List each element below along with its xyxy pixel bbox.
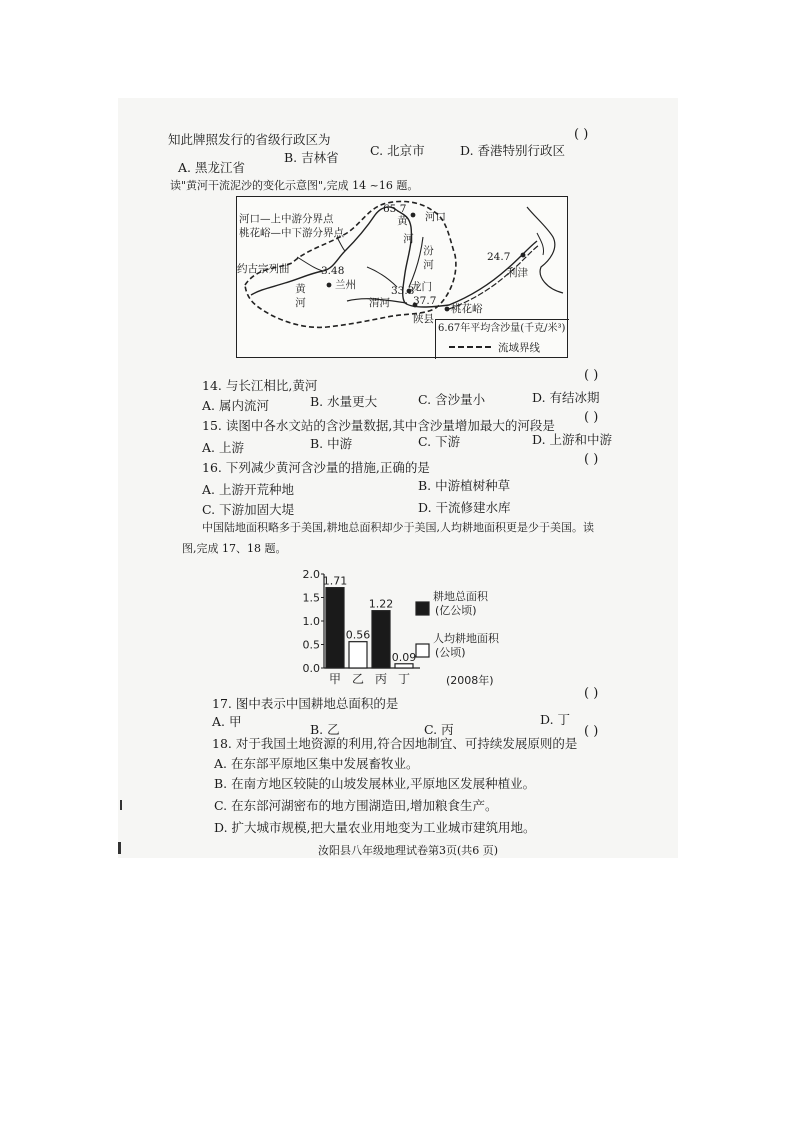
y-tick-label: 0.0 [302,662,320,675]
q15-stem: 15. 读图中各水文站的含沙量数据,其中含沙量增加最大的河段是 [202,418,555,433]
q16-option-d: D. 干流修建水库 [418,500,511,515]
label-weihe: 渭河 [369,297,390,309]
q13-option-a: A. 黑龙江省 [178,160,245,175]
q15-option-a: A. 上游 [202,440,244,455]
x-category-label: 甲 [328,672,342,686]
q14-option-a: A. 属内流河 [202,398,269,413]
station-lijin-dot [521,253,526,258]
legend-swatch [416,602,429,615]
station-hekou-dot [411,213,416,218]
coast-inner [537,233,544,255]
tributary-3 [337,237,345,251]
label-huang-lower: 黄 [295,283,306,295]
value-33-3: 33.3 [391,285,415,297]
q15-option-d: D. 上游和中游 [532,432,613,447]
scan-edge-mark [120,800,122,810]
q13-option-c: C. 北京市 [370,143,425,158]
intro2-line2: 图,完成 17、18 题。 [182,542,287,555]
page-footer: 汝阳县八年级地理试卷第3页(共6 页) [318,844,499,857]
map-legend [435,319,569,359]
farmland-bar-chart [298,566,528,696]
q14-option-c: C. 含沙量小 [418,392,486,407]
map-intro: 读"黄河干流泥沙的变化示意图",完成 14 ~16 题。 [170,179,419,192]
coastline [527,207,563,293]
legend-label: 耕地总面积 [433,590,488,603]
chart-year-note: (2008年) [446,674,494,687]
label-shanxian: 陕县 [413,313,434,325]
bar-value-label: 1.22 [368,597,394,611]
tributary-1 [297,257,323,271]
station-taohuayu-dot [445,307,450,312]
label-yuegu: 约古宗列曲 [237,263,290,275]
bar-丁 [395,664,413,668]
boundary-note-2: 桃花峪—中下游分界点 [239,227,344,239]
q16-option-a: A. 上游开荒种地 [202,482,294,497]
x-category-label: 乙 [351,672,365,686]
q15-option-c: C. 下游 [418,434,461,449]
value-37-7: 37.7 [413,295,437,307]
y-tick-label: 1.5 [302,591,320,605]
q14-option-b: B. 水量更大 [310,394,378,409]
q18-option-d: D. 扩大城市规模,把大量农业用地变为工业城市建筑用地。 [214,820,536,835]
bar-乙 [349,642,367,668]
q13-option-d: D. 香港特别行政区 [460,143,566,158]
label-hekou: 河口 [425,211,446,223]
label-he-lower: 河 [295,297,306,309]
label-fen-he: 河 [423,259,434,271]
y-tick-label: 1.0 [302,615,320,628]
label-he-upper: 河 [403,233,414,245]
label-fen: 汾 [423,245,434,257]
q14-paren: ( ) [584,368,599,383]
q17-option-a: A. 甲 [212,714,242,729]
legend-label: 人均耕地面积 [433,632,499,645]
q18-paren: ( ) [584,724,599,739]
label-lijin: 利津 [507,267,528,279]
intro-line: 知此牌照发行的省级行政区为 [168,132,331,147]
q18-option-c: C. 在东部河湖密布的地方围湖造田,增加粮食生产。 [214,798,498,813]
bar-丙 [372,611,390,668]
station-lanzhou-dot [327,283,332,288]
legend-basin: 流域界线 [498,342,540,354]
intro-paren: ( ) [574,127,589,142]
q13-option-b: B. 吉林省 [284,150,339,165]
boundary-note-1: 河口—上中游分界点 [239,213,334,225]
q16-paren: ( ) [584,452,599,467]
value-3-48: 3.48 [321,265,345,277]
bar-value-label: 1.71 [322,574,348,588]
q17-paren: ( ) [584,686,599,701]
value-24-7: 24.7 [487,251,511,263]
y-tick-label: 0.5 [302,638,320,652]
q16-option-b: B. 中游植树种草 [418,478,511,493]
bar-甲 [326,588,344,668]
yellow-river-map [236,196,568,358]
q17-option-b: B. 乙 [310,722,340,737]
q18-option-b: B. 在南方地区较陡的山坡发展林业,平原地区发展种植业。 [214,776,536,791]
label-taohuayu: 桃花峪 [451,303,483,315]
q14-option-d: D. 有结冰期 [532,390,600,405]
q16-stem: 16. 下列减少黄河含沙量的措施,正确的是 [202,460,430,475]
legend-sediment: 6.67年平均含沙量(千克/米³) [438,323,566,334]
value-65-7: 65.7 [383,203,407,215]
q15-paren: ( ) [584,410,599,425]
intro2-line1: 中国陆地面积略多于美国,耕地总面积却少于美国,人均耕地面积更是少于美国。读 [202,521,594,534]
bar-value-label: 0.09 [391,650,417,664]
q18-stem: 18. 对于我国土地资源的利用,符合因地制宜、可持续发展原则的是 [212,736,578,751]
legend-unit: (公顷) [435,646,466,659]
bar-value-label: 0.56 [345,628,371,642]
y-tick-label: 2.0 [302,568,320,581]
q16-option-c: C. 下游加固大堤 [202,502,295,517]
label-huang-upper: 黄 [397,215,408,227]
legend-unit: (亿公顷) [435,604,477,617]
q14-stem: 14. 与长江相比,黄河 [202,378,318,393]
tributary-2 [367,267,397,287]
scan-edge-mark [118,842,121,854]
label-longmen: 龙门 [411,281,432,293]
q17-stem: 17. 图中表示中国耕地总面积的是 [212,696,399,711]
q18-option-a: A. 在东部平原地区集中发展畜牧业。 [214,756,419,771]
q15-option-b: B. 中游 [310,436,353,451]
x-category-label: 丁 [397,672,411,686]
q17-option-d: D. 丁 [540,712,571,727]
x-category-label: 丙 [374,672,388,686]
bar-chart-svg [298,566,528,696]
legend-swatch [416,644,429,657]
q17-option-c: C. 丙 [424,722,454,737]
label-lanzhou: 兰州 [335,279,356,291]
